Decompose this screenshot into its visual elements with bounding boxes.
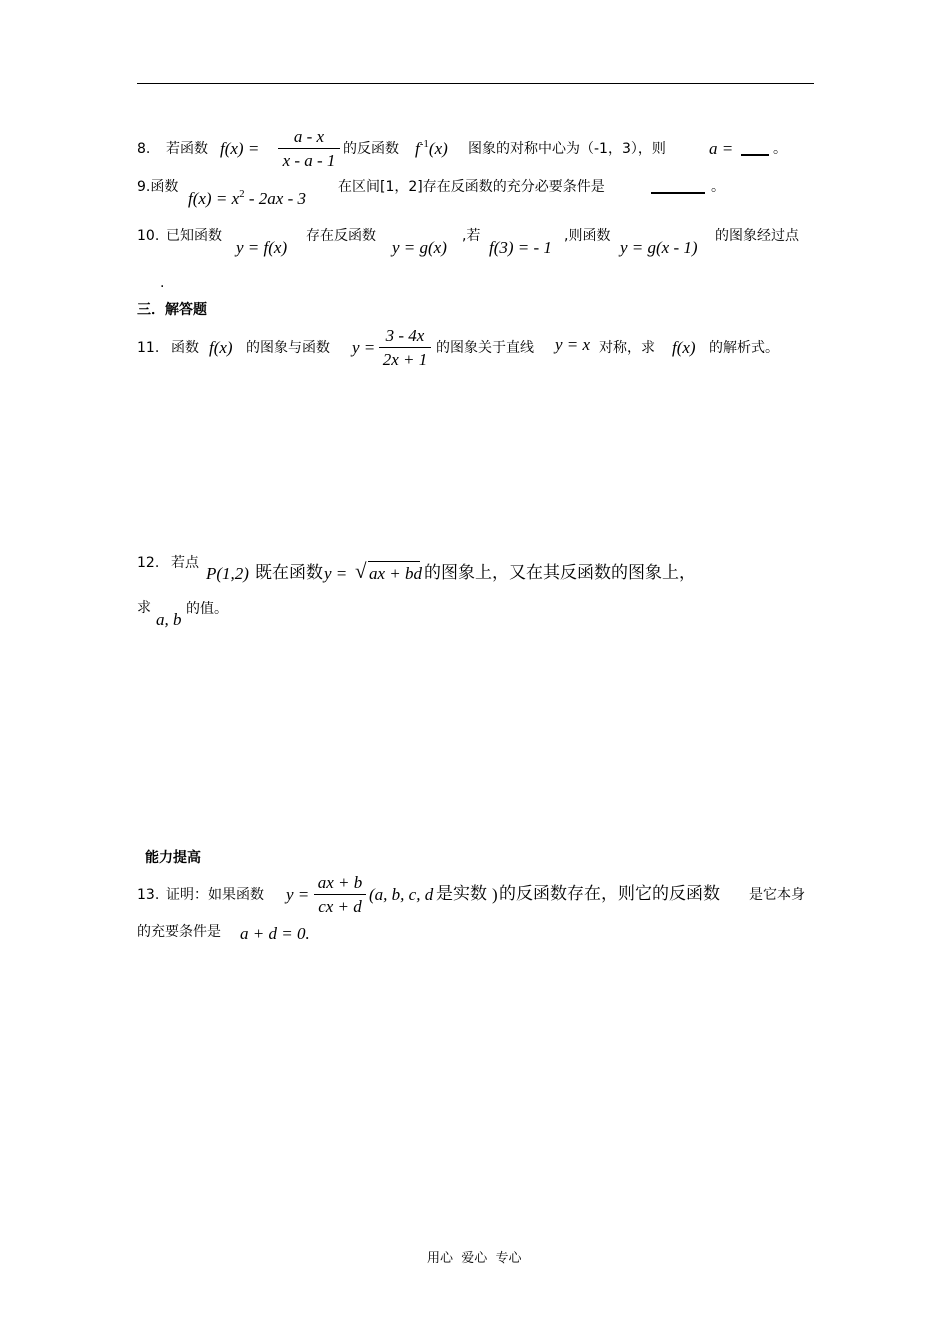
q13-line2-formula: a + d = 0. bbox=[240, 924, 310, 943]
q13-formula-close: ) bbox=[492, 885, 498, 904]
q8-fraction-denominator: x - a - 1 bbox=[282, 151, 336, 170]
q11-text-2: 的图象与函数 bbox=[246, 340, 330, 356]
page-footer: 用心 爱心 专心 bbox=[427, 1251, 522, 1266]
q12-sqrt-sign: √ bbox=[355, 559, 367, 583]
q11-text-1: 函数 bbox=[171, 340, 199, 356]
q13-fraction-numerator: ax + b bbox=[317, 873, 363, 892]
q8-answer-blank bbox=[741, 142, 769, 159]
q13-text-3: 是它本身 bbox=[749, 887, 805, 903]
q12-text-2: 既在函数 bbox=[255, 563, 323, 583]
q8-number: 8. bbox=[137, 141, 151, 157]
q13-formula-params: (a, b, c, d bbox=[369, 885, 434, 904]
q11-text-5: 的解析式。 bbox=[709, 340, 779, 356]
q10-number: 10. bbox=[137, 228, 160, 244]
q8-fraction bbox=[278, 128, 340, 169]
q10-text-1: 已知函数 bbox=[166, 228, 222, 244]
q12-text-3: 的图象上，又在其反函数的图象上， bbox=[424, 563, 696, 583]
q12-formula-point: P(1,2) bbox=[206, 564, 249, 583]
q8-text-3: 图象的对称中心为（-1，3），则 bbox=[468, 141, 666, 157]
header-rule bbox=[137, 83, 814, 84]
section-heading-ability: 能力提高 bbox=[145, 850, 201, 866]
q8-formula-f: f(x) = bbox=[220, 139, 260, 158]
q8-text-2: 的反函数 bbox=[343, 141, 399, 157]
q11-fraction-numerator: 3 - 4x bbox=[385, 326, 425, 345]
q8-text-1: 若函数 bbox=[166, 141, 208, 157]
q11-fraction-denominator: 2x + 1 bbox=[382, 350, 428, 369]
q13-fraction-denominator: cx + d bbox=[318, 897, 362, 916]
q12-line2-formula: a, b bbox=[156, 610, 182, 629]
q9-answer-blank bbox=[651, 180, 705, 197]
q13-number: 13. bbox=[137, 887, 160, 903]
q11-text-4: 对称，求 bbox=[599, 340, 655, 356]
q10-formula-1: y = f(x) bbox=[236, 238, 288, 257]
q9-text: 在区间[1，2]存在反函数的充分必要条件是 bbox=[338, 179, 605, 195]
q11-number: 11. bbox=[137, 340, 160, 356]
section-heading-answers: 三．解答题 bbox=[137, 302, 207, 318]
q10-text-4: ,则函数 bbox=[564, 228, 611, 244]
q12-number: 12. bbox=[137, 555, 160, 571]
q13-formula-y: y = bbox=[286, 885, 310, 904]
q11-formula-3: y = x bbox=[555, 335, 591, 354]
q8-fraction-numerator: a - x bbox=[293, 127, 325, 146]
q13-text-1: 证明：如果函数 bbox=[166, 887, 264, 903]
q11-formula-2: y = bbox=[352, 338, 376, 357]
q10-formula-4: y = g(x - 1) bbox=[620, 238, 698, 257]
q9-formula: $f(x) = x^2 - 2ax - 3$ bbox=[188, 188, 306, 208]
q11-formula-4: f(x) bbox=[672, 338, 696, 357]
q13-fraction bbox=[314, 874, 366, 915]
q10-text-5: 的图象经过点 bbox=[715, 228, 799, 244]
q13-line2-text: 的充要条件是 bbox=[137, 924, 221, 940]
q10-formula-2: y = g(x) bbox=[392, 238, 447, 257]
q9-end: 。 bbox=[711, 179, 725, 195]
q11-text-3: 的图象关于直线 bbox=[436, 340, 534, 356]
q8-end: 。 bbox=[773, 141, 787, 157]
q10-text-2: 存在反函数 bbox=[306, 228, 376, 244]
q9-number: 9.函数 bbox=[137, 179, 179, 195]
q10-text-3: ,若 bbox=[462, 228, 481, 244]
q8-inverse-f: $f^{-1}(x)$ bbox=[415, 138, 448, 158]
q10-dot: . bbox=[160, 275, 165, 291]
q8-formula-a: a = bbox=[709, 139, 734, 158]
q13-text-real: 是实数 bbox=[436, 884, 487, 904]
q10-formula-3: f(3) = - 1 bbox=[489, 238, 552, 257]
q12-line2-text-1: 求 bbox=[137, 600, 151, 616]
q11-formula-1: f(x) bbox=[209, 338, 233, 357]
q12-sqrt-content: ax + bd bbox=[369, 564, 423, 583]
q12-line2-text-2: 的值。 bbox=[186, 601, 228, 617]
q12-text-1: 若点 bbox=[171, 555, 199, 571]
q11-fraction bbox=[379, 327, 431, 368]
q13-text-2: 的反函数存在，则它的反函数 bbox=[499, 884, 720, 904]
q12-sqrt-bar bbox=[368, 561, 420, 562]
q12-formula-y: y = bbox=[324, 564, 348, 583]
